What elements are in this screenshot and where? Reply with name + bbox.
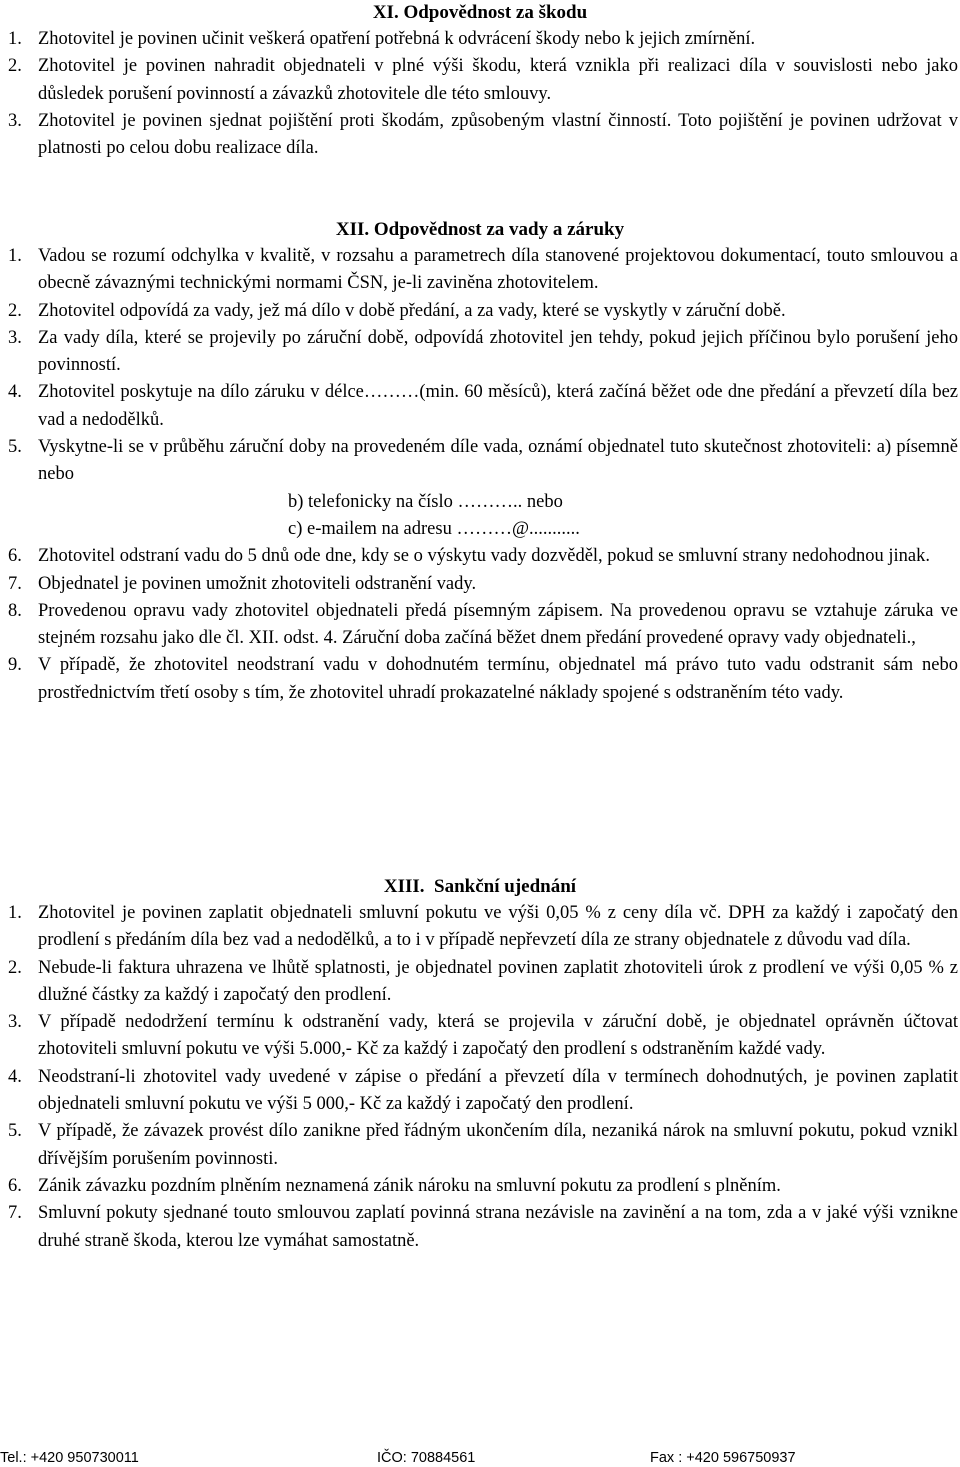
contact-option-phone: b) telefonicky na číslo ……….. nebo <box>288 491 563 512</box>
section-list <box>0 26 960 162</box>
list-item <box>0 571 960 598</box>
list-item <box>0 598 960 653</box>
section-list <box>0 900 960 1255</box>
item-number: 2. <box>8 957 22 978</box>
item-number: 6. <box>8 1175 22 1196</box>
list-item <box>0 108 960 163</box>
list-item <box>0 325 960 380</box>
item-text: V případě, že zhotovitel neodstraní vadu v dohodnutém termínu, objednatel má právo tuto vadu odstranit sám nebo prostřednictvím třetí osoby s tím, že zhotovitel uhradí prokazatelné náklady spojené s odstraněním této vady. <box>38 655 958 703</box>
list-item <box>0 1118 960 1173</box>
list-item <box>0 53 960 108</box>
footer-phone: Tel.: +420 950730011 <box>0 1450 139 1466</box>
item-number: 5. <box>8 1121 22 1142</box>
section-xi <box>0 0 960 162</box>
item-text: Zhotovitel je povinen učinit veškerá opatření potřebná k odvrácení škody nebo k jejich zmírnění. <box>38 29 756 49</box>
list-item <box>0 26 960 53</box>
item-text: Za vady díla, které se projevily po záruční době, odpovídá zhotovitel jen tehdy, pokud jejich příčinou bylo porušení jeho povinností. <box>38 327 958 376</box>
item-text: Zhotovitel je povinen zaplatit objednateli smluvní pokutu ve výši 0,05 % z ceny díla vč. DPH za každý i započatý den prodlení s předáním díla bez vad a nedodělků, a to i v případě nepřevzetí díla ze strany objednatele z důvodu vad díla. <box>38 903 958 951</box>
item-text: Objednatel je povinen umožnit zhotoviteli odstranění vady. <box>38 573 477 594</box>
item-text: Zhotovitel je povinen sjednat pojištění proti škodám, způsobeným vlastní činností. Toto pojištění je povinen udržovat v platnosti po celou dobu realizace díla. <box>38 110 958 159</box>
item-number: 1. <box>8 29 22 49</box>
list-item <box>0 1173 960 1200</box>
item-text: Zhotovitel odstraní vadu do 5 dnů ode dne, kdy se o výskytu vady dozvěděl, pokud se smluvní strany nedohodnou jinak. <box>38 546 930 567</box>
footer-fax: Fax : +420 596750937 <box>650 1450 796 1466</box>
item-number: 2. <box>8 56 22 77</box>
list-item <box>0 652 960 707</box>
section-title: XI. Odpovědnost za škodu <box>372 2 588 23</box>
item-text: Zhotovitel poskytuje na dílo záruku v délce………(min. 60 měsíců), která začíná běžet ode dne předání a převzetí díla bez vad a nedodělků. <box>38 382 958 430</box>
item-number: 3. <box>8 327 22 348</box>
section-xiii <box>0 873 960 1255</box>
list-item <box>0 1064 960 1119</box>
item-number: 5. <box>8 437 22 458</box>
list-item <box>0 1009 960 1064</box>
item-number: 7. <box>8 573 22 594</box>
item-text: Neodstraní-li zhotovitel vady uvedené v zápise o předání a převzetí díla v termínech dohodnutých, je povinen zaplatit objednateli smluvní pokutu ve výši 5 000,- Kč za každý i započatý den prodlení. <box>38 1066 958 1115</box>
item-text: Nebude-li faktura uhrazena ve lhůtě splatnosti, je objednatel povinen zaplatit zhotoviteli úrok z prodlení ve výši 0,05 % z dlužné částky za každý i započatý den prodlení. <box>38 957 958 1005</box>
item-number: 4. <box>8 382 22 403</box>
item-number: 7. <box>8 1203 22 1224</box>
item-text: Vyskytne-li se v průběhu záruční doby na provedeném díle vada, oznámí objednatel tuto skutečnost zhotoviteli: a) písemně nebo <box>38 437 958 485</box>
list-item <box>0 955 960 1010</box>
item-text: Provedenou opravu vady zhotovitel objednateli předá písemným zápisem. Na provedenou opravu se vztahuje záruka ve stejném rozsahu jako dle čl. XII. odst. 4. Záruční doba začíná běžet dnem předání provedené opravy vady objednateli., <box>38 600 958 649</box>
item-number: 3. <box>8 1012 22 1033</box>
contact-option-email: c) e-mailem na adresu ………@........... <box>288 518 580 539</box>
list-item <box>0 243 960 298</box>
item-text: Vadou se rozumí odchylka v kvalitě, v rozsahu a parametrech díla stanovené projektovou dokumentací, touto smlouvou a obecně závaznými technickými normami ČSN, je-li zaviněna zhotovitelem. <box>38 246 958 294</box>
footer-ico: IČO: 70884561 <box>377 1450 476 1466</box>
item-number: 1. <box>8 246 22 266</box>
item-number: 4. <box>8 1066 22 1087</box>
item-text: Zánik závazku pozdním plněním neznamená zánik nároku na smluvní pokutu za prodlení s plněním. <box>38 1175 781 1196</box>
list-item <box>0 298 960 325</box>
item-number: 6. <box>8 546 22 567</box>
item-text: Smluvní pokuty sjednané touto smlouvou zaplatí povinná strana nezávisle na zavinění a na tom, zda a v jaké výši vznikne druhé straně škoda, kterou lze vymáhat samostatně. <box>38 1203 958 1251</box>
item-number: 9. <box>8 655 22 676</box>
page-footer <box>0 1449 960 1467</box>
list-item <box>0 434 960 543</box>
item-number: 8. <box>8 600 22 621</box>
list-item <box>0 543 960 570</box>
section-xii <box>0 216 960 707</box>
item-text: V případě nedodržení termínu k odstranění vady, která se projevila v záruční době, je objednatel oprávněn účtovat zhotoviteli smluvní pokutu ve výši 5.000,- Kč za každý i započatý den prodlení s odstraněním každé vady. <box>38 1012 958 1060</box>
list-item <box>0 1200 960 1255</box>
item-number: 3. <box>8 110 22 131</box>
item-text: Zhotovitel je povinen nahradit objednateli v plné výši škodu, která vznikla při realizaci díla v souvislosti nebo jako důsledek porušení povinností a závazků zhotovitele dle této smlouvy. <box>38 56 958 104</box>
item-number: 2. <box>8 300 22 321</box>
item-text: Zhotovitel odpovídá za vady, jež má dílo v době předání, a za vady, které se vyskytly v záruční době. <box>38 300 786 321</box>
item-number: 1. <box>8 903 22 923</box>
section-list <box>0 243 960 707</box>
list-item <box>0 900 960 955</box>
list-item <box>0 379 960 434</box>
section-title: XIII. Sankční ujednání <box>383 876 577 897</box>
section-title: XII. Odpovědnost za vady a záruky <box>335 219 625 240</box>
item-text: V případě, že závazek provést dílo zanikne před řádným ukončením díla, nezaniká nárok na smluvní pokutu, pokud vznikl dřívějším porušením povinnosti. <box>38 1121 958 1169</box>
